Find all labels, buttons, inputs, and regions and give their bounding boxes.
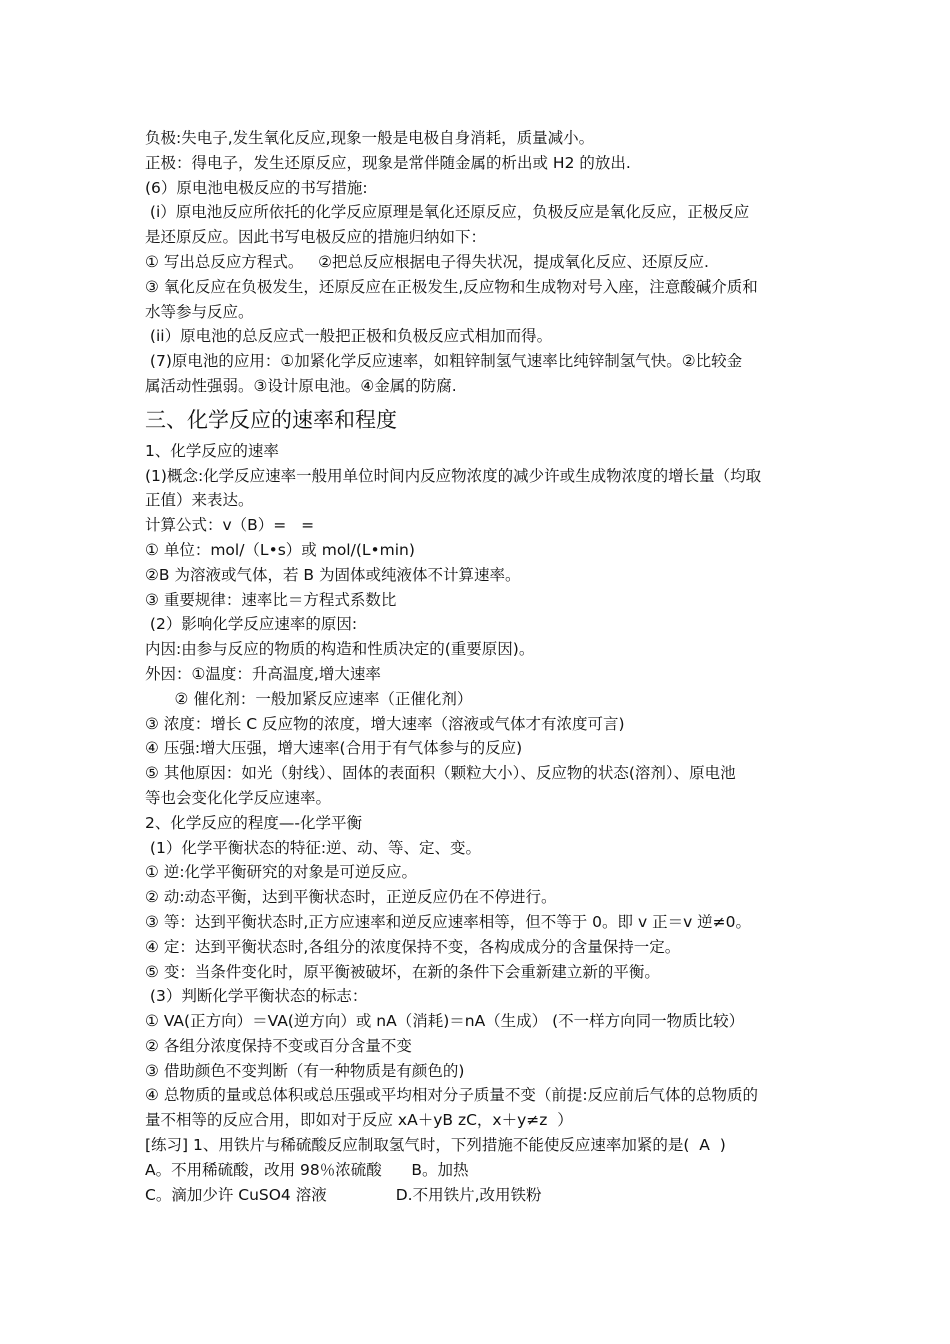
text-line: 外因：①温度：升高温度,增大速率 (145, 664, 381, 683)
text-line: (ii）原电池的总反应式一般把正极和负极反应式相加而得。 (145, 327, 553, 346)
text-line: 正极：得电子，发生还原反应，现象是常伴随金属的析出或 H2 的放出. (145, 153, 631, 172)
text-line: ③ 借助颜色不变判断（有一种物质是有颜色的) (145, 1061, 465, 1080)
text-line: 是还原反应。因此书写电极反应的措施归纳如下： (145, 228, 487, 247)
text-line: (7)原电池的应用：①加紧化学反应速率，如粗锌制氢气速率比纯锌制氢气快。②比较金 (145, 352, 743, 371)
exercise-options-ab: A。不用稀硫酸，改用 98％浓硫酸 B。加热 (145, 1160, 469, 1179)
text-line: ④ 总物质的量或总体积或总压强或平均相对分子质量不变（前提:反应前后气体的总物质的 (145, 1086, 759, 1105)
text-line: ②B 为溶液或气体，若 B 为固体或纯液体不计算速率。 (145, 565, 521, 584)
text-line: ③ 重要规律：速率比＝方程式系数比 (145, 590, 397, 609)
text-line: 量不相等的反应合用，即如对于反应 xA＋yB zC，x＋y≠z ） (145, 1111, 573, 1130)
text-line: (6）原电池电极反应的书写措施: (145, 178, 368, 197)
text-line: ③ 等：达到平衡状态时,正方应速率和逆反应速率相等，但不等于 0。即 v 正＝v 逆≠0。 (145, 912, 752, 931)
text-line: 计算公式：v（B）= = (145, 516, 315, 535)
text-line: 2、化学反应的程度—-化学平衡 (145, 813, 362, 832)
text-line: 等也会变化化学反应速率。 (145, 788, 332, 807)
text-line: ⑤ 其他原因：如光（射线）、固体的表面积（颗粒大小）、反应物的状态(溶剂）、原电池 (145, 764, 736, 783)
text-line: 正值）来表达。 (145, 491, 254, 510)
text-line: (i）原电池反应所依托的化学反应原理是氧化还原反应，负极反应是氧化反应，正极反应 (145, 203, 750, 222)
text-line: (1）化学平衡状态的特征:逆、动、等、定、变。 (145, 838, 482, 857)
exercise-options-cd: C。滴加少许 CuSO4 溶液 D.不用铁片,改用铁粉 (145, 1185, 542, 1204)
text-line: ② 动:动态平衡，达到平衡状态时，正逆反应仍在不停进行。 (145, 888, 557, 907)
text-line: (1)概念:化学反应速率一般用单位时间内反应物浓度的减少许或生成物浓度的增长量（均取 (145, 466, 762, 485)
text-line: ③ 氧化反应在负极发生，还原反应在正极发生,反应物和生成物对号入座，注意酸碱介质和 (145, 277, 758, 296)
text-line: ④ 定：达到平衡状态时,各组分的浓度保持不变，各构成成分的含量保持一定。 (145, 937, 681, 956)
text-line: 内因:由参与反应的物质的构造和性质决定的(重要原因)。 (145, 640, 535, 659)
text-line: 负极:失电子,发生氧化反应,现象一般是电极自身消耗，质量减小。 (145, 129, 595, 147)
text-line: 水等参与反应。 (145, 302, 254, 321)
document-page (145, 126, 810, 1207)
text-line: ① 写出总反应方程式。 ②把总反应根据电子得失状况，提成氧化反应、还原反应. (145, 252, 709, 271)
text-line: ① 单位：mol/（L•s）或 mol/(L•min) (145, 540, 415, 559)
paragraph-electrodes (145, 126, 810, 399)
exercise-question: [练习] 1、用铁片与稀硫酸反应制取氢气时，下列措施不能使反应速率加紧的是( A ) (145, 1136, 726, 1155)
text-line: 属活动性强弱。③设计原电池。④金属的防腐. (145, 376, 457, 395)
text-line: ⑤ 变：当条件变化时，原平衡被破坏，在新的条件下会重新建立新的平衡。 (145, 962, 660, 981)
text-line: (2）影响化学反应速率的原因: (145, 615, 358, 634)
paragraph-reaction-rate (145, 439, 810, 1208)
section-heading: 三、化学反应的速率和程度 (145, 407, 397, 432)
text-line: ① VA(正方向）＝VA(逆方向）或 nA（消耗)＝nA（生成） (不一样方向同一物质比较） (145, 1012, 745, 1031)
text-line: ② 各组分浓度保持不变或百分含量不变 (145, 1036, 412, 1055)
text-line: 1、化学反应的速率 (145, 441, 279, 460)
text-line: (3）判断化学平衡状态的标志： (145, 987, 368, 1006)
text-line: ③ 浓度：增长 C 反应物的浓度，增大速率（溶液或气体才有浓度可言) (145, 714, 625, 733)
text-line: ④ 压强:增大压强，增大速率(合用于有气体参与的反应) (145, 739, 523, 758)
text-line: ① 逆:化学平衡研究的对象是可逆反应。 (145, 863, 418, 882)
text-line: ② 催化剂：一般加紧反应速率（正催化剂） (145, 689, 473, 708)
